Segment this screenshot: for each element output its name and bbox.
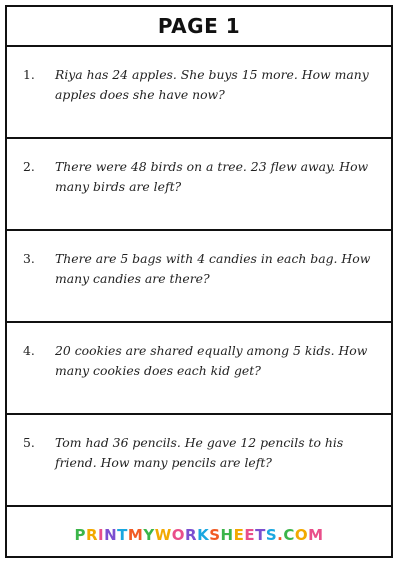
problem-number: 3.: [23, 251, 35, 266]
problem-number: 2.: [23, 159, 35, 174]
problem-item-4: [7, 323, 391, 415]
footer: [7, 513, 391, 556]
problem-text: Riya has 24 apples. She buys 15 more. How many apples does she have now?: [55, 67, 369, 102]
worksheet-page: [5, 5, 393, 558]
problem-number: 1.: [23, 67, 35, 82]
site-logo: PRINTMYWORKSHEETS.COM: [74, 525, 324, 544]
problem-text: 20 cookies are shared equally among 5 kids. How many cookies does each kid get?: [55, 343, 368, 378]
page-title: PAGE 1: [7, 7, 391, 47]
problem-item-3: [7, 231, 391, 323]
problem-number: 4.: [23, 343, 35, 358]
problem-number: 5.: [23, 435, 35, 450]
problem-list: [7, 47, 391, 507]
problem-item-5: [7, 415, 391, 507]
problem-text: There were 48 birds on a tree. 23 flew away. How many birds are left?: [55, 159, 369, 194]
problem-item-2: [7, 139, 391, 231]
problem-text: Tom had 36 pencils. He gave 12 pencils to his friend. How many pencils are left?: [55, 435, 344, 470]
problem-text: There are 5 bags with 4 candies in each bag. How many candies are there?: [55, 251, 371, 286]
problem-item-1: [7, 47, 391, 139]
